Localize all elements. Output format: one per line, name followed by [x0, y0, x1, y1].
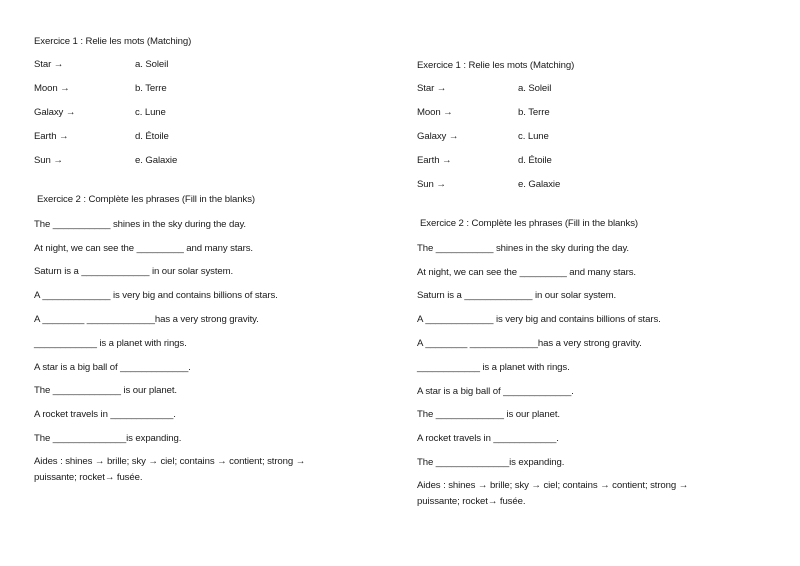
sentence: At night, we can see the _________ and many stars. — [417, 267, 637, 278]
match-answer: b. Terre — [135, 83, 167, 94]
sentence: The _____________ is our planet. — [34, 385, 177, 396]
match-word: Moon → — [417, 107, 453, 118]
sentence: A _____________ is very big and contains billions of stars. — [417, 314, 661, 325]
sentence: ____________ is a planet with rings. — [34, 338, 187, 349]
sentence: ____________ is a planet with rings. — [417, 362, 570, 373]
sentence: A _____________ is very big and contains billions of stars. — [34, 290, 278, 301]
exercise1-title: Exercice 1 : Relie les mots (Matching) — [417, 60, 575, 71]
match-answer: c. Lune — [518, 131, 549, 142]
match-answer: d. Étoile — [135, 131, 169, 142]
aides-hint: Aides : shines → brille; sky → ciel; contains → contient; strong → puissante; rocket→ fusée. — [34, 456, 306, 483]
match-answer: b. Terre — [518, 107, 550, 118]
match-word: Star → — [34, 59, 64, 70]
match-word: Earth → — [34, 131, 69, 142]
sentence: A ________ _____________has a very strong gravity. — [417, 338, 642, 349]
sentence: The ___________ shines in the sky during the day. — [34, 219, 246, 230]
sentence: The ______________is expanding. — [417, 457, 565, 468]
sentence: A star is a big ball of _____________. — [417, 386, 574, 397]
sentence: The ______________is expanding. — [34, 433, 182, 444]
sentence: A rocket travels in ____________. — [34, 409, 176, 420]
match-answer: c. Lune — [135, 107, 166, 118]
sentence: A rocket travels in ____________. — [417, 433, 559, 444]
sentence: Saturn is a _____________ in our solar system. — [34, 266, 234, 277]
match-word: Galaxy → — [417, 131, 459, 142]
match-word: Earth → — [417, 155, 452, 166]
match-word: Sun → — [417, 179, 446, 190]
match-answer: a. Soleil — [518, 83, 552, 94]
match-answer: e. Galaxie — [518, 179, 561, 190]
sentence: The ___________ shines in the sky during the day. — [417, 243, 629, 254]
match-answer: d. Étoile — [518, 155, 552, 166]
sentence: A star is a big ball of _____________. — [34, 362, 191, 373]
exercise1-title: Exercice 1 : Relie les mots (Matching) — [34, 36, 192, 47]
exercise2-title: Exercice 2 : Complète les phrases (Fill in the blanks) — [37, 194, 256, 205]
sentence: A ________ _____________has a very strong gravity. — [34, 314, 259, 325]
match-word: Star → — [417, 83, 447, 94]
match-answer: e. Galaxie — [135, 155, 178, 166]
match-word: Sun → — [34, 155, 63, 166]
aides-hint: Aides : shines → brille; sky → ciel; contains → contient; strong → puissante; rocket→ fusée. — [417, 480, 689, 507]
sentence: Saturn is a _____________ in our solar system. — [417, 290, 617, 301]
match-word: Moon → — [34, 83, 70, 94]
match-answer: a. Soleil — [135, 59, 169, 70]
sentence: At night, we can see the _________ and many stars. — [34, 243, 254, 254]
match-word: Galaxy → — [34, 107, 76, 118]
exercise2-title: Exercice 2 : Complète les phrases (Fill in the blanks) — [420, 218, 639, 229]
sentence: The _____________ is our planet. — [417, 409, 560, 420]
